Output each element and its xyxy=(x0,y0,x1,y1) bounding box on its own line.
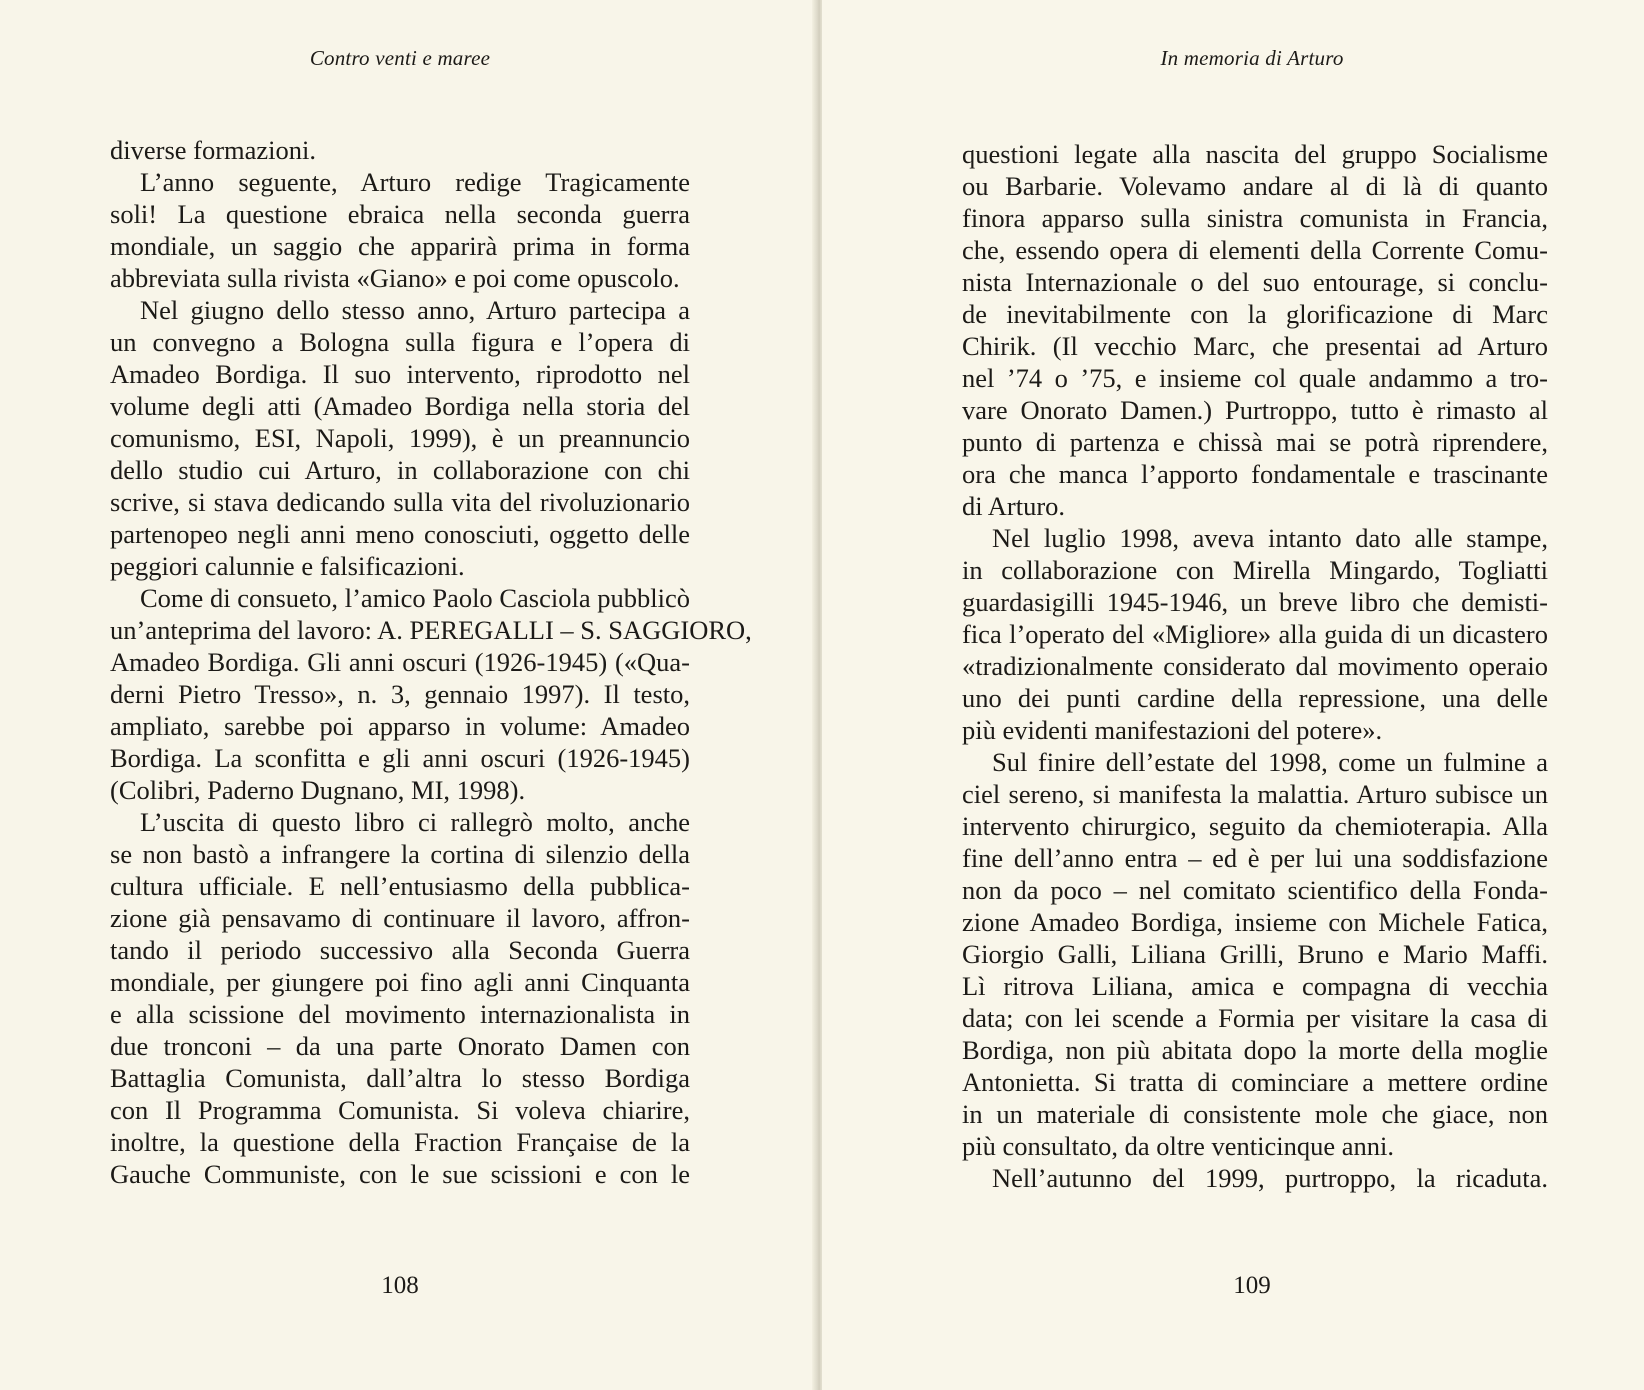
text-line: più consultato, da oltre venticinque anni. xyxy=(962,1131,1394,1161)
text-line: cultura ufficiale. E nell’entusiasmo della pubblica- xyxy=(110,871,690,901)
text-line: L’uscita di questo libro ci rallegrò molto, anche xyxy=(140,807,690,837)
text-line: e alla scissione del movimento internazionalista in xyxy=(110,999,690,1029)
text-line: Amadeo Bordiga. Gli anni oscuri (1926-1945) («Qua- xyxy=(110,647,690,677)
text-line: nel ’74 o ’75, e insieme col quale andammo a tro- xyxy=(962,363,1548,393)
text-line: comunismo, ESI, Napoli, 1999), è un preannuncio xyxy=(110,423,690,453)
text-line: tando il periodo successivo alla Seconda Guerra xyxy=(110,935,690,965)
text-line: punto di partenza e chissà mai se potrà riprendere, xyxy=(962,427,1548,457)
text-line: Antonietta. Si tratta di cominciare a mettere ordine xyxy=(962,1067,1548,1097)
right-page xyxy=(822,0,1644,1390)
text-line: Bordiga. La sconfitta e gli anni oscuri (1926-1945) xyxy=(110,743,690,773)
text-line: fine dell’anno entra – ed è per lui una soddisfazione xyxy=(962,843,1548,873)
text-line: con Il Programma Comunista. Si voleva chiarire, xyxy=(110,1095,690,1125)
text-line: ciel sereno, si manifesta la malattia. Arturo subisce un xyxy=(962,779,1548,809)
text-line: data; con lei scende a Formia per visitare la casa di xyxy=(962,1003,1548,1033)
text-line: guardasigilli 1945-1946, un breve libro che demisti- xyxy=(962,587,1548,617)
text-line: partenopeo negli anni meno conosciuti, oggetto delle xyxy=(110,519,690,549)
text-line: abbreviata sulla rivista «Giano» e poi come opuscolo. xyxy=(110,263,680,293)
text-line: L’anno seguente, Arturo redige Tragicamente xyxy=(140,167,690,197)
text-line: peggiori calunnie e falsificazioni. xyxy=(110,551,465,581)
text-line: zione già pensavamo di continuare il lavoro, affron- xyxy=(110,903,690,933)
text-line: che, essendo opera di elementi della Corrente Comu- xyxy=(962,235,1548,265)
page-body xyxy=(962,138,1548,1194)
text-line: Amadeo Bordiga. Il suo intervento, riprodotto nel xyxy=(110,359,690,389)
text-line: zione Amadeo Bordiga, insieme con Michele Fatica, xyxy=(962,907,1548,937)
text-line: non da poco – nel comitato scientifico della Fonda- xyxy=(962,875,1548,905)
text-line: in un materiale di consistente mole che giace, non xyxy=(962,1099,1548,1129)
text-line: uno dei punti cardine della repressione, una delle xyxy=(962,683,1548,713)
text-line: mondiale, un saggio che apparirà prima in forma xyxy=(110,231,690,261)
page-number: 108 xyxy=(381,1272,419,1299)
text-line: Chirik. (Il vecchio Marc, che presentai ad Arturo xyxy=(962,331,1548,361)
text-line: «tradizionalmente considerato dal movimento operaio xyxy=(962,651,1548,681)
text-line: soli! La questione ebraica nella seconda guerra xyxy=(110,199,690,229)
text-line: scrive, si stava dedicando sulla vita del rivoluzionario xyxy=(110,487,690,517)
text-line: vare Onorato Damen.) Purtroppo, tutto è rimasto al xyxy=(962,395,1548,425)
text-line: nista Internazionale o del suo entourage, si conclu- xyxy=(962,267,1548,297)
text-line: volume degli atti (Amadeo Bordiga nella storia del xyxy=(110,391,690,421)
text-line: Lì ritrova Liliana, amica e compagna di vecchia xyxy=(962,971,1548,1001)
text-line: Battaglia Comunista, dall’altra lo stesso Bordiga xyxy=(110,1063,690,1093)
text-line: (Colibri, Paderno Dugnano, MI, 1998). xyxy=(110,775,526,805)
text-line: se non bastò a infrangere la cortina di silenzio della xyxy=(110,839,690,869)
text-line: dello studio cui Arturo, in collaborazione con chi xyxy=(110,455,690,485)
running-head: Contro venti e maree xyxy=(309,46,491,70)
text-line: inoltre, la questione della Fraction Française de la xyxy=(110,1127,690,1157)
page-body xyxy=(110,134,752,1190)
text-line: Bordiga, non più abitata dopo la morte della moglie xyxy=(962,1035,1548,1065)
text-line: Nell’autunno del 1999, purtroppo, la ricaduta. xyxy=(992,1163,1548,1193)
text-line: Giorgio Galli, Liliana Grilli, Bruno e Mario Maffi. xyxy=(962,939,1548,969)
text-line: Nel giugno dello stesso anno, Arturo partecipa a xyxy=(140,295,690,325)
page-number: 109 xyxy=(1233,1272,1271,1299)
text-line: più evidenti manifestazioni del potere». xyxy=(962,715,1383,745)
text-line: un convegno a Bologna sulla figura e l’opera di xyxy=(110,327,690,357)
text-line: ora che manca l’apporto fondamentale e trascinante xyxy=(962,459,1548,489)
text-line: Gauche Communiste, con le sue scissioni e con le xyxy=(110,1159,690,1189)
text-line: derni Pietro Tresso», n. 3, gennaio 1997). Il testo, xyxy=(110,679,690,709)
running-head: In memoria di Arturo xyxy=(1160,46,1344,70)
text-line: intervento chirurgico, seguito da chemioterapia. Alla xyxy=(962,811,1548,841)
text-line: ou Barbarie. Volevamo andare al di là di quanto xyxy=(962,171,1548,201)
text-line: de inevitabilmente con la glorificazione di Marc xyxy=(962,299,1548,329)
left-page xyxy=(0,0,818,1390)
text-line: un’anteprima del lavoro: A. PEREGALLI – S. SAGGIORO, xyxy=(110,615,752,645)
text-line: diverse formazioni. xyxy=(110,135,317,165)
text-line: di Arturo. xyxy=(962,491,1066,521)
text-line: fica l’operato del «Migliore» alla guida di un dicastero xyxy=(962,619,1548,649)
text-line: questioni legate alla nascita del gruppo Socialisme xyxy=(962,139,1548,169)
text-line: Nel luglio 1998, aveva intanto dato alle stampe, xyxy=(992,523,1548,553)
text-line: mondiale, per giungere poi fino agli anni Cinquanta xyxy=(110,967,690,997)
text-line: due tronconi – da una parte Onorato Damen con xyxy=(110,1031,690,1061)
text-line: Sul finire dell’estate del 1998, come un fulmine a xyxy=(992,747,1548,777)
text-line: finora apparso sulla sinistra comunista in Francia, xyxy=(962,203,1548,233)
text-line: in collaborazione con Mirella Mingardo, Togliatti xyxy=(962,555,1548,585)
text-line: ampliato, sarebbe poi apparso in volume: Amadeo xyxy=(110,711,690,741)
text-line: Come di consueto, l’amico Paolo Casciola pubblicò xyxy=(140,583,690,613)
